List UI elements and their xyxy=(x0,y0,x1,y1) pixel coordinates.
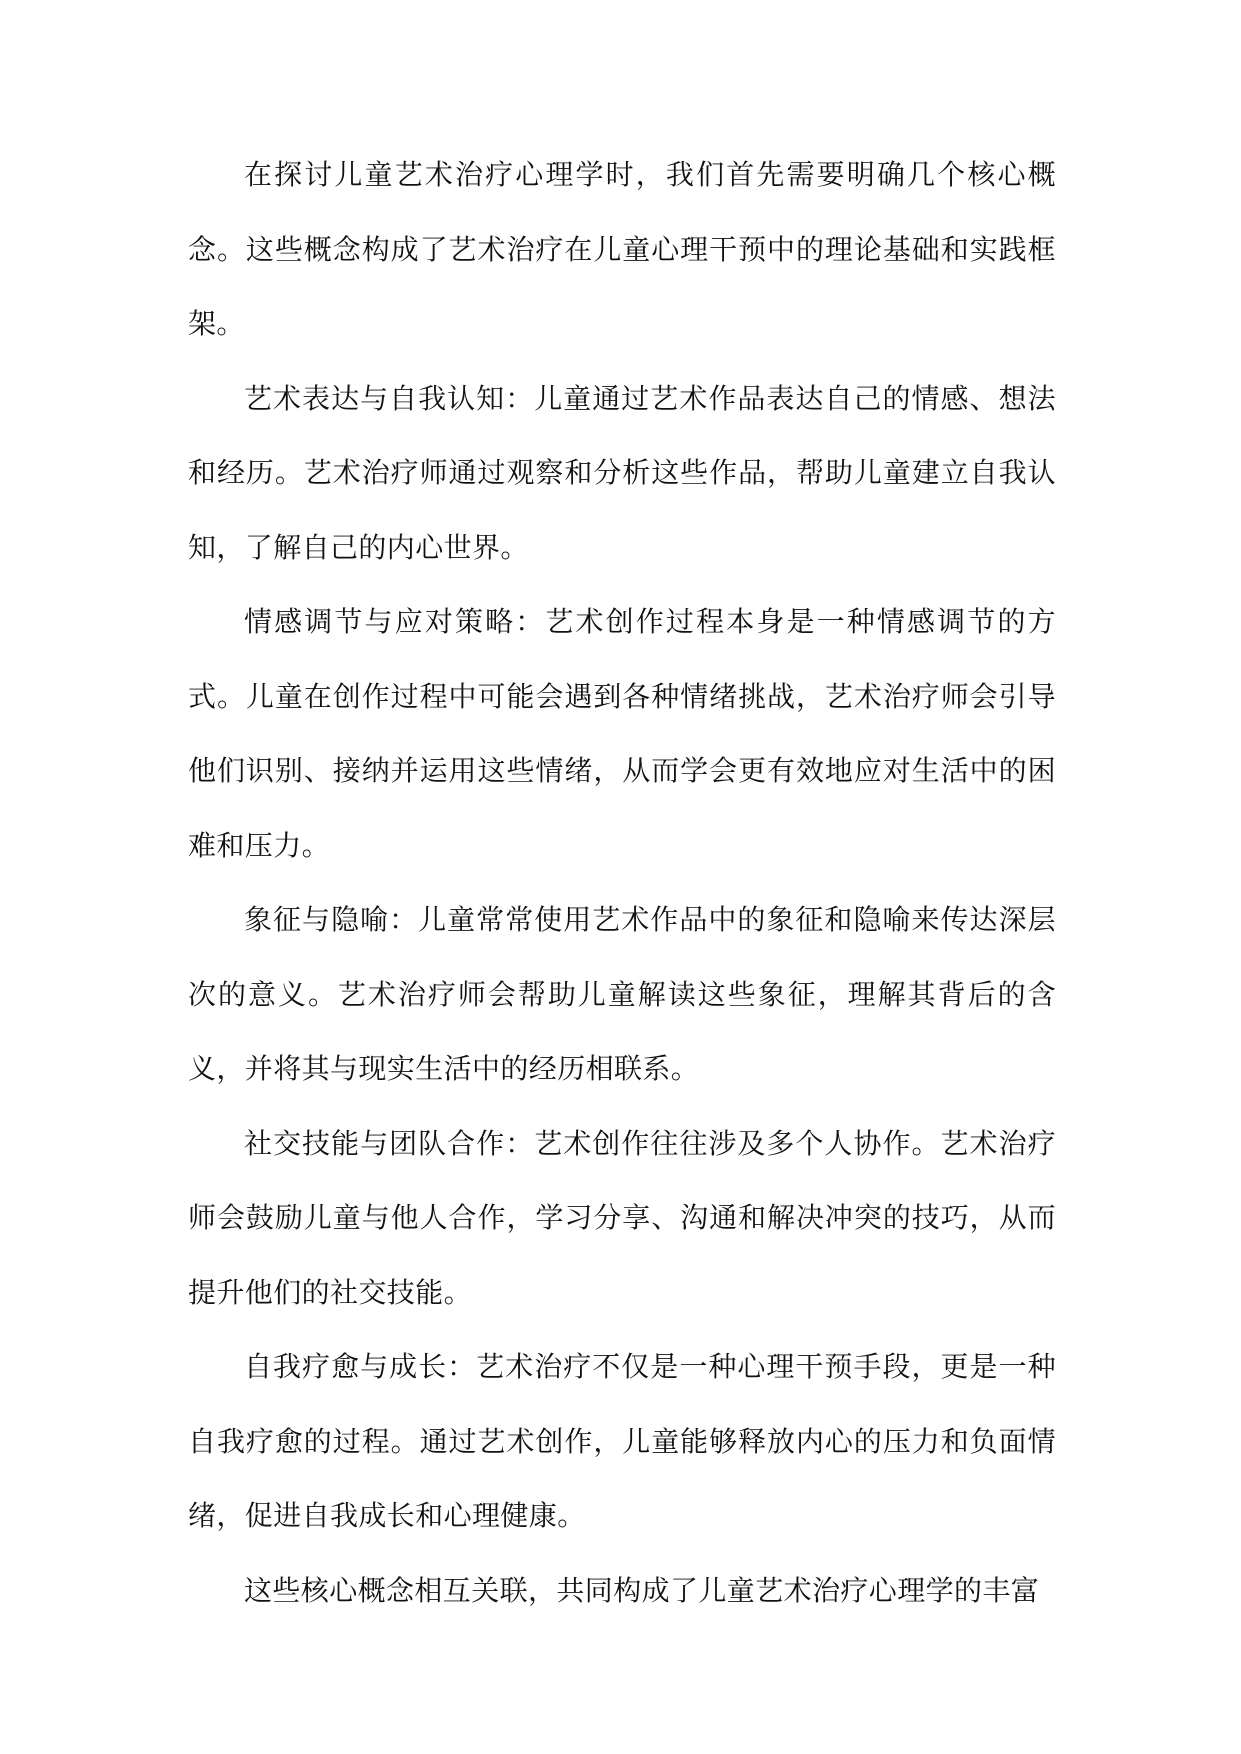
paragraph-social-skills: 社交技能与团队合作：艺术创作往往涉及多个人协作。艺术治疗师会鼓励儿童与他人合作，学习分享、沟通和解决冲突的技巧，从而提升他们的社交技能。 xyxy=(188,1126,1056,1309)
paragraph-emotion-regulation: 情感调节与应对策略：艺术创作过程本身是一种情感调节的方式。儿童在创作过程中可能会遇到各种情绪挑战，艺术治疗师会引导他们识别、接纳并运用这些情绪，从而学会更有效地应对生活中的困难和压力。 xyxy=(188,605,1056,862)
document-body xyxy=(188,138,1056,1628)
paragraph-self-healing: 自我疗愈与成长：艺术治疗不仅是一种心理干预手段，更是一种自我疗愈的过程。通过艺术创作，儿童能够释放内心的压力和负面情绪，促进自我成长和心理健康。 xyxy=(188,1350,1056,1532)
paragraph-intro: 在探讨儿童艺术治疗心理学时，我们首先需要明确几个核心概念。这些概念构成了艺术治疗在儿童心理干预中的理论基础和实践框架。 xyxy=(188,158,1056,340)
paragraph-symbol-metaphor: 象征与隐喻：儿童常常使用艺术作品中的象征和隐喻来传达深层次的意义。艺术治疗师会帮助儿童解读这些象征，理解其背后的含义，并将其与现实生活中的经历相联系。 xyxy=(188,903,1056,1085)
paragraph-summary: 这些核心概念相互关联，共同构成了儿童艺术治疗心理学的丰富 xyxy=(244,1573,1040,1607)
paragraph-art-expression: 艺术表达与自我认知：儿童通过艺术作品表达自己的情感、想法和经历。艺术治疗师通过观察和分析这些作品，帮助儿童建立自我认知，了解自己的内心世界。 xyxy=(188,381,1056,564)
